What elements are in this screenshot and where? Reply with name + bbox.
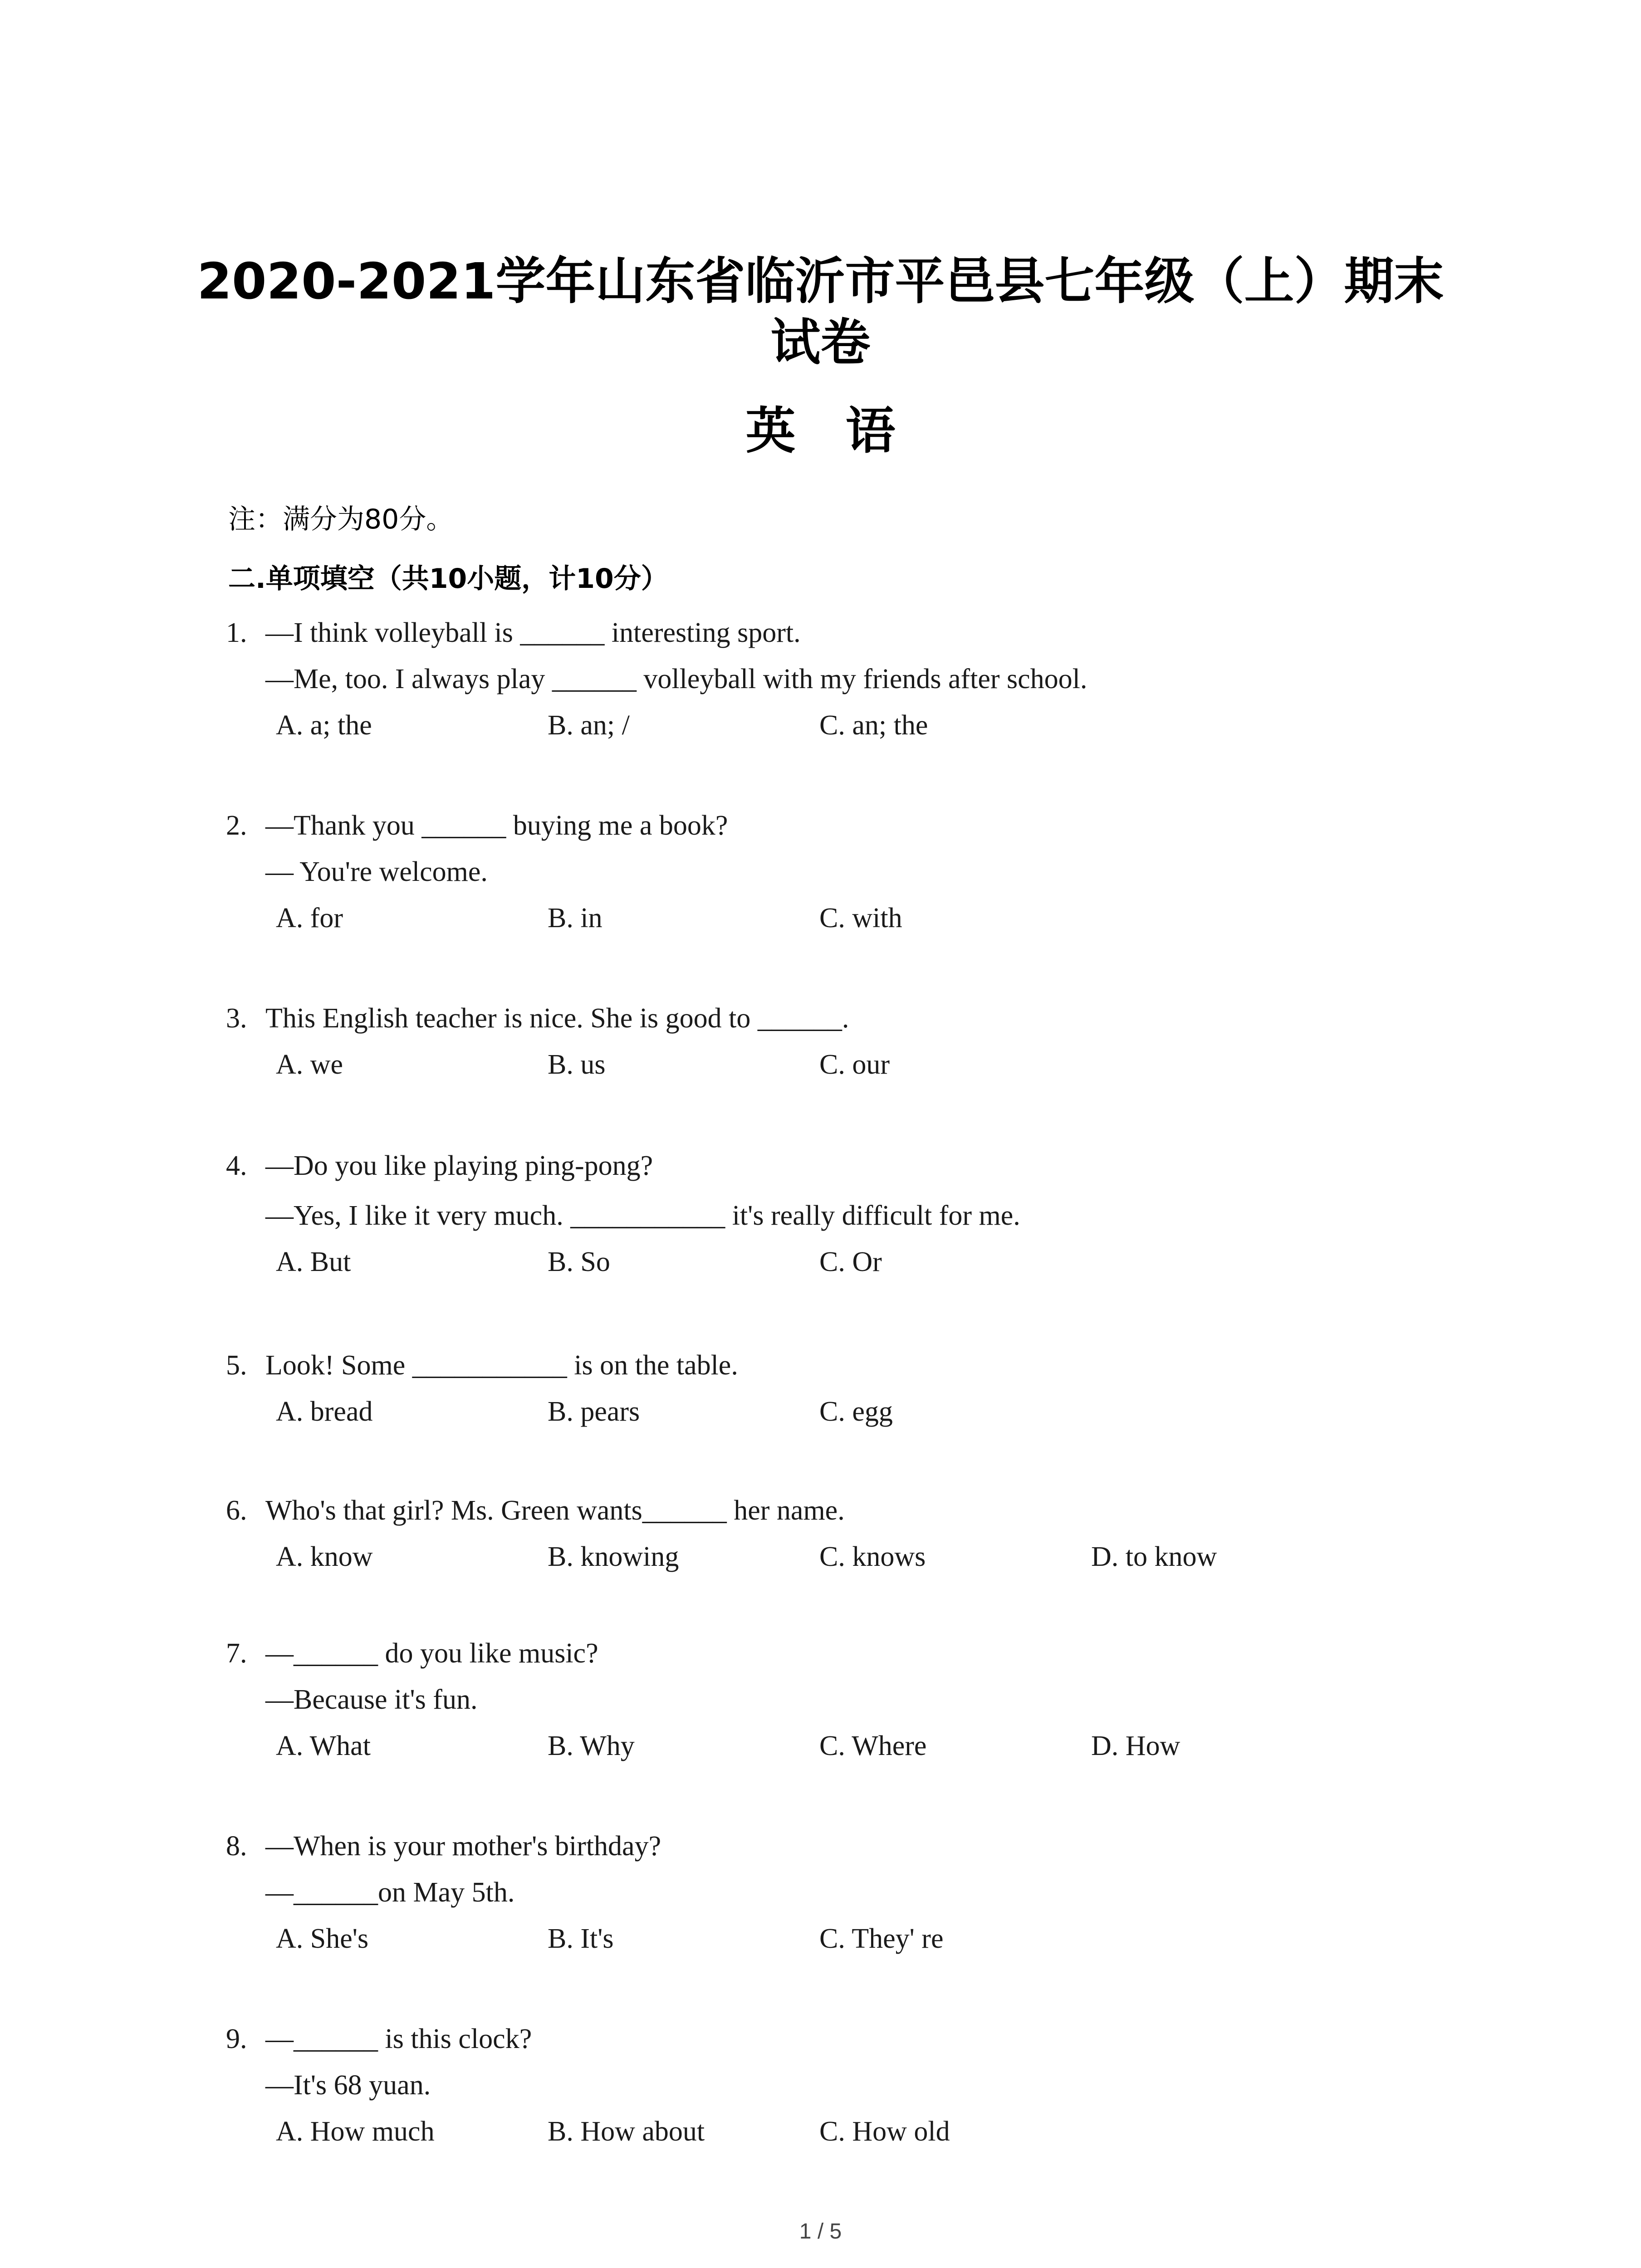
option-c: C. Or [819, 1246, 882, 1277]
question-line: —Do you like playing ping-pong? [265, 1150, 653, 1181]
score-note: 注：满分为80分。 [228, 503, 454, 535]
question-number: 2. [226, 810, 247, 841]
question-line: —Me, too. I always play ______ volleyball with my friends after school. [265, 664, 1087, 694]
question-number: 8. [226, 1831, 247, 1862]
question-line: —Yes, I like it very much. ___________ it's really difficult for me. [265, 1200, 1020, 1231]
option-b: B. So [548, 1246, 610, 1277]
option-c: C. our [819, 1049, 890, 1080]
option-d: D. to know [1091, 1541, 1217, 1572]
option-a: A. a; the [276, 710, 372, 741]
question-line: —______ is this clock? [265, 2024, 532, 2054]
exam-title: 2020-2021学年山东省临沂市平邑县七年级（上）期末 [197, 252, 1444, 310]
option-c: C. with [819, 903, 902, 934]
option-a: A. bread [276, 1396, 373, 1427]
option-a: A. How much [276, 2116, 435, 2147]
question-number: 7. [226, 1638, 247, 1669]
option-a: A. What [276, 1730, 371, 1761]
question-line: —When is your mother's birthday? [265, 1831, 661, 1862]
question-line: This English teacher is nice. She is good to ______. [265, 1003, 849, 1034]
option-a: A. know [276, 1541, 373, 1572]
question-number: 1. [226, 617, 247, 648]
option-b: B. pears [548, 1396, 640, 1427]
option-a: A. we [276, 1049, 343, 1080]
option-b: B. It's [548, 1923, 614, 1954]
option-d: D. How [1091, 1730, 1181, 1761]
option-c: C. an; the [819, 710, 928, 741]
subject-heading: 英语 [745, 402, 945, 460]
question-number: 3. [226, 1003, 247, 1034]
option-b: B. us [548, 1049, 606, 1080]
question-number: 6. [226, 1495, 247, 1526]
question-line: Look! Some ___________ is on the table. [265, 1350, 738, 1381]
question-line: —______on May 5th. [265, 1877, 515, 1908]
question-number: 4. [226, 1150, 247, 1181]
option-a: A. for [276, 903, 343, 934]
question-line: —I think volleyball is ______ interesting sport. [265, 617, 801, 648]
option-a: A. She's [276, 1923, 369, 1954]
option-c: C. How old [819, 2116, 950, 2147]
option-c: C. egg [819, 1396, 893, 1427]
option-b: B. How about [548, 2116, 705, 2147]
question-line: —Thank you ______ buying me a book? [265, 810, 728, 841]
question-number: 5. [226, 1350, 247, 1381]
question-line: —Because it's fun. [265, 1684, 478, 1715]
option-c: C. Where [819, 1730, 927, 1761]
exam-title-continued: 试卷 [770, 313, 871, 371]
question-line: —It's 68 yuan. [265, 2070, 431, 2101]
option-c: C. They' re [819, 1923, 944, 1954]
option-a: A. But [276, 1246, 351, 1277]
option-b: B. an; / [548, 710, 630, 741]
question-line: —______ do you like music? [265, 1638, 598, 1669]
section-title: 二.单项填空（共10小题，计10分） [228, 563, 668, 595]
question-line: Who's that girl? Ms. Green wants______ her name. [265, 1495, 845, 1526]
option-b: B. knowing [548, 1541, 679, 1572]
option-c: C. knows [819, 1541, 926, 1572]
page-number: 1 / 5 [799, 2219, 842, 2244]
question-number: 9. [226, 2024, 247, 2054]
option-b: B. Why [548, 1730, 635, 1761]
option-b: B. in [548, 903, 603, 934]
question-line: — You're welcome. [265, 856, 488, 887]
